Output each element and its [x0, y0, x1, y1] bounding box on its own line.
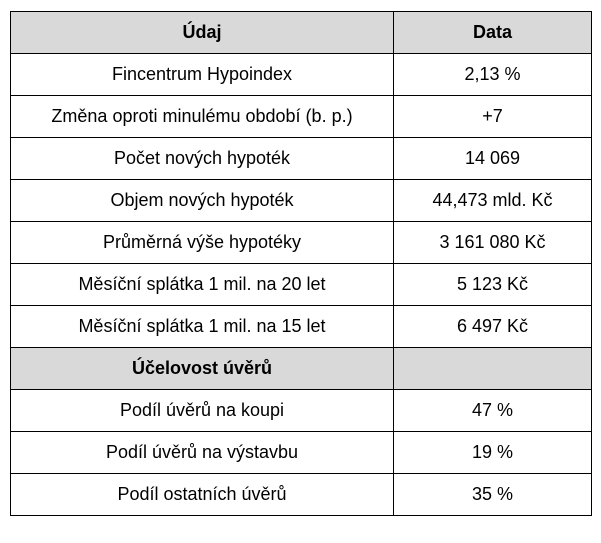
row-label: Fincentrum Hypoindex: [11, 54, 394, 96]
section-value: [394, 348, 592, 390]
row-label: Průměrná výše hypotéky: [11, 222, 394, 264]
row-label: Změna oproti minulému období (b. p.): [11, 96, 394, 138]
row-label: Počet nových hypoték: [11, 138, 394, 180]
table-row: [11, 180, 592, 222]
row-value: 19 %: [394, 432, 592, 474]
table-header-row: [11, 12, 592, 54]
row-value: 2,13 %: [394, 54, 592, 96]
row-label: Podíl úvěrů na koupi: [11, 390, 394, 432]
row-value: 5 123 Kč: [394, 264, 592, 306]
row-value: 14 069: [394, 138, 592, 180]
table-row: [11, 54, 592, 96]
row-value: 47 %: [394, 390, 592, 432]
table-row: [11, 138, 592, 180]
header-label: Údaj: [11, 12, 394, 54]
table-row: [11, 390, 592, 432]
row-label: Měsíční splátka 1 mil. na 15 let: [11, 306, 394, 348]
row-value: 44,473 mld. Kč: [394, 180, 592, 222]
table-row: [11, 264, 592, 306]
table-row: [11, 306, 592, 348]
row-value: +7: [394, 96, 592, 138]
row-label: Podíl úvěrů na výstavbu: [11, 432, 394, 474]
row-label: Podíl ostatních úvěrů: [11, 474, 394, 516]
row-label: Měsíční splátka 1 mil. na 20 let: [11, 264, 394, 306]
table-row: [11, 474, 592, 516]
row-label: Objem nových hypoték: [11, 180, 394, 222]
header-data: Data: [394, 12, 592, 54]
row-value: 3 161 080 Kč: [394, 222, 592, 264]
table-row: [11, 432, 592, 474]
row-value: 35 %: [394, 474, 592, 516]
section-title: Účelovost úvěrů: [11, 348, 394, 390]
row-value: 6 497 Kč: [394, 306, 592, 348]
table-row: [11, 222, 592, 264]
table-row: [11, 96, 592, 138]
mortgage-data-table: [10, 11, 592, 516]
section-header-row: [11, 348, 592, 390]
